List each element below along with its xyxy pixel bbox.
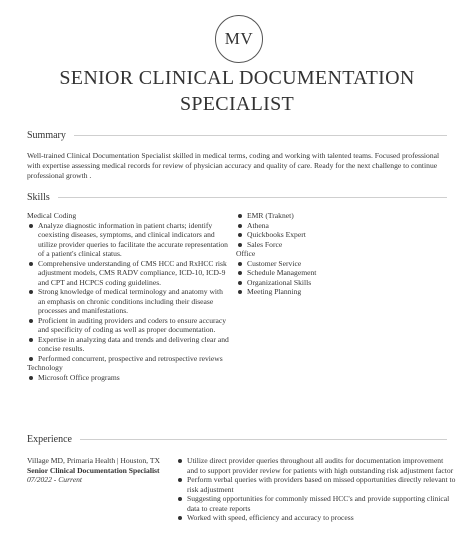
skill-item: Analyze diagnostic information in patient charts; identify coexisting diseases, symptoms, and clinical indicators and utilize provider queries to facilitate the accurate representation of a patient's clinical status. (27, 221, 232, 259)
skill-item: Meeting Planning (236, 287, 436, 297)
skill-list (27, 221, 232, 364)
skill-group-label: Medical Coding (27, 211, 77, 220)
skill-item: Athena (236, 221, 436, 231)
experience-bullets (176, 456, 456, 523)
experience-heading-row (27, 432, 447, 446)
skill-item: Customer Service (236, 259, 436, 269)
experience-item: Utilize direct provider queries throughout all audits for documentation improvement and to support provider review for patients with high outstanding risk adjustment factor (176, 456, 456, 475)
skill-item: Quickbooks Expert (236, 230, 436, 240)
skill-list (236, 259, 436, 297)
experience-heading: Experience (27, 433, 72, 445)
page-title (0, 65, 474, 117)
skill-item: Strong knowledge of medical terminology and anatomy with an emphasis on chronic conditions including their disease processes and manifestations. (27, 287, 232, 316)
experience-item: Worked with speed, efficiency and accuracy to process (176, 513, 456, 523)
skill-item: Comprehensive understanding of CMS HCC and RxHCC risk adjustment models, CMS RADV compliance, ICD-10, ICD-9 and CPT and HCPCS coding guidelines. (27, 259, 232, 288)
skills-right-column (236, 211, 436, 297)
skill-item: EMR (Traknet) (236, 211, 436, 221)
skill-list (236, 211, 436, 249)
summary-heading: Summary (27, 129, 66, 141)
experience-item: Perform verbal queries with providers based on missed opportunities directly relevant to risk adjustment (176, 475, 456, 494)
job-dates: 07/2022 - Current (27, 475, 82, 484)
skills-heading: Skills (27, 191, 50, 203)
experience-item: Suggesting opportunities for commonly missed HCC's and provide supporting clinical data to create reports (176, 494, 456, 513)
skill-item: Microsoft Office programs (27, 373, 232, 383)
experience-divider (80, 439, 447, 440)
skill-group-label: Office (236, 249, 256, 258)
monogram-text: MV (224, 29, 254, 48)
skill-item: Schedule Management (236, 268, 436, 278)
skills-left-column (27, 211, 232, 382)
skill-item: Expertise in analyzing data and trends and delivering clear and concise results. (27, 335, 232, 354)
skill-item: Proficient in auditing providers and coders to ensure accuracy and specificity of coding as well as proper documentation. (27, 316, 232, 335)
job-title: Senior Clinical Documentation Specialist (27, 465, 160, 475)
page-title-line1: SENIOR CLINICAL DOCUMENTATION (59, 67, 415, 89)
summary-text: Well-trained Clinical Documentation Specialist skilled in medical terms, coding and working with talented teams. Focused professional with expertise assessing medical records for review of physician accuracy and quality of care. Ready for the next challenge to continue professional growth . (27, 151, 440, 180)
summary-divider (74, 135, 447, 136)
skill-list (27, 373, 232, 383)
page-title-line2: SPECIALIST (179, 93, 295, 115)
employer-name: Village MD, Primaria Health | Houston, TX (27, 456, 160, 465)
skills-divider (58, 197, 447, 198)
skill-group-label: Technology (27, 363, 63, 372)
monogram-badge (215, 15, 263, 63)
skills-heading-row (27, 190, 447, 204)
experience-job-info (27, 456, 177, 485)
skill-item: Performed concurrent, prospective and retrospective reviews (27, 354, 232, 364)
skill-item: Organizational Skills (236, 278, 436, 288)
summary-heading-row (27, 128, 447, 142)
skill-item: Sales Force (236, 240, 436, 250)
experience-list (176, 456, 456, 523)
